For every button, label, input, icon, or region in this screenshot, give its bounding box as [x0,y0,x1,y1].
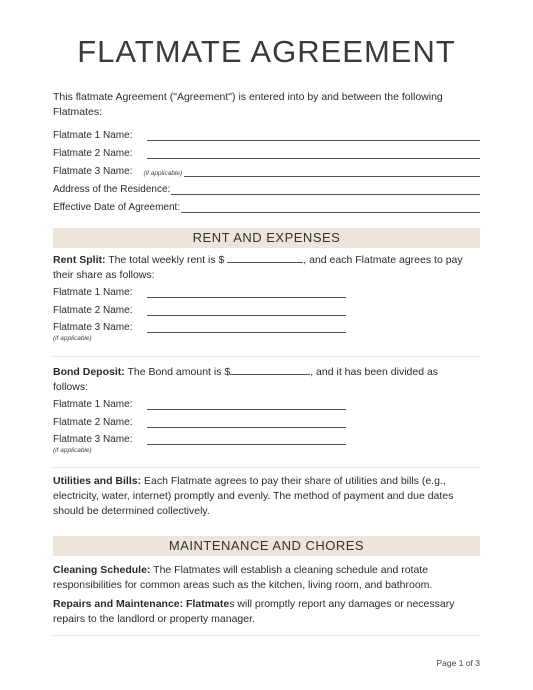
utilities-text: Each Flatmate agrees to pay their share of utilities and bills (e.g., electricity, water, internet) promptly and evenly. The method of payment and due dates should be determined collectively. [53,475,454,517]
rent-flatmate3-label: Flatmate 3 Name: [53,322,133,333]
effective-date-row [53,202,480,213]
rent-flatmate2-row [53,305,346,316]
rent-section-banner: RENT AND EXPENSES [53,228,480,248]
bond-amount-field[interactable] [230,364,310,375]
rent-split-text-a: The total weekly rent is $ [105,254,228,266]
page-number: Page 1 of 3 [436,658,480,668]
bond-flatmate3-row [53,434,346,445]
flatmate3-row [53,166,480,177]
bond-flatmate2-label: Flatmate 2 Name: [53,417,133,428]
rent-split-heading: Rent Split: [53,254,106,266]
divider [53,635,480,636]
effective-date-label: Effective Date of Agreement: [53,202,181,213]
page-title: FLATMATE AGREEMENT [77,34,456,69]
flatmate1-row [53,130,480,141]
bond-text-a: The Bond amount is $ [124,366,231,378]
repairs-paragraph [53,597,473,627]
rent-flatmate1-label: Flatmate 1 Name: [53,287,133,298]
cleaning-text: The Flatmates will establish a cleaning schedule and rotate responsibilities for common areas such as the kitchen, living room, and bathroom. [53,564,433,591]
utilities-heading: Utilities and Bills: [53,475,142,487]
bond-if-applicable-note: (if applicable) [53,447,92,454]
flatmate1-field[interactable] [147,130,480,141]
divider [53,356,480,357]
address-field[interactable] [171,184,480,195]
rent-flatmate3-field[interactable] [147,322,346,333]
rent-flatmate2-label: Flatmate 2 Name: [53,305,133,316]
bond-flatmate1-field[interactable] [147,399,346,410]
bond-flatmate1-row [53,399,346,410]
address-label: Address of the Residence: [53,184,171,195]
flatmate3-field[interactable] [184,166,480,177]
repairs-heading: Repairs and Maintenance: Flatmate [53,598,230,610]
repairs-text: s will promptly report any damages or necessary repairs to the landlord or property manager. [53,598,455,625]
bond-heading: Bond Deposit: [53,366,125,378]
cleaning-paragraph [53,563,473,593]
address-row [53,184,480,195]
effective-date-field[interactable] [181,202,480,213]
cleaning-heading: Cleaning Schedule: [53,564,151,576]
bond-text-b: , and it has been divided as follows: [53,366,439,393]
utilities-paragraph [53,474,473,519]
flatmate2-label: Flatmate 2 Name: [53,148,133,159]
bond-flatmate2-field[interactable] [147,417,346,428]
flatmate1-label: Flatmate 1 Name: [53,130,133,141]
rent-flatmate3-row [53,322,346,333]
bond-flatmate3-field[interactable] [147,434,346,445]
if-applicable-note: (if applicable) [143,170,183,177]
rent-flatmate1-row [53,287,346,298]
flatmate2-field[interactable] [147,148,480,159]
maintenance-section-banner: MAINTENANCE AND CHORES [53,536,480,556]
weekly-rent-field[interactable] [227,252,303,263]
intro-paragraph: This flatmate Agreement ("Agreement") is entered into by and between the following Flatmates: [53,91,443,118]
flatmate3-label: Flatmate 3 Name: [53,166,133,177]
divider [53,467,480,468]
bond-flatmate3-label: Flatmate 3 Name: [53,434,133,445]
rent-flatmate1-field[interactable] [147,287,346,298]
bond-flatmate2-row [53,417,346,428]
bond-paragraph [53,364,473,395]
rent-split-paragraph [53,252,473,283]
rent-flatmate2-field[interactable] [147,305,346,316]
rent-split-text-b: , and each Flatmate agrees to pay their share as follows: [53,254,463,281]
bond-flatmate1-label: Flatmate 1 Name: [53,399,133,410]
rent-if-applicable-note: (if applicable) [53,335,92,342]
flatmate2-row [53,148,480,159]
